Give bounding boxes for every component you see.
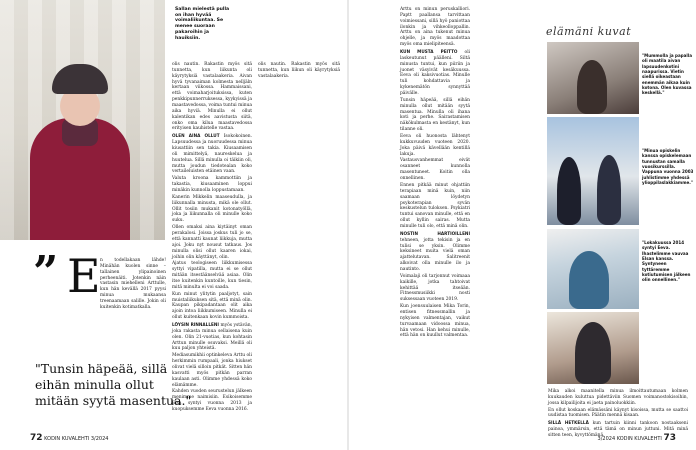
paragraph-text: oli laskeutunut päälleni. Siltä minusta tuntui, kun piiriin ja juonet väsyivät kesäkuussa. Eeva oli kaksivuotias. Minulle tuli kohdattavia ja kykenemätön synnyttää päivälle. — [400, 50, 470, 97]
sidebar-photo-4 — [547, 312, 639, 384]
paragraph: Arttu on minun peruskalliori. Paptt paallansa tarvittaan voimiessani, sillä hyö paniottaa ilonkin ja vihkeolloppallin. Arttu on aina tukenut minua ohjelle, ja myös maadottaa myös oma mielipiteensä. — [400, 7, 470, 48]
paragraph — [172, 322, 252, 352]
page-number: 72 — [30, 433, 43, 443]
paragraph: Ennen pitkää minut ohjattiin terapiaan minä kuin, niin saamaan löydetyn psykoterapian syvän keskustelun tuloksen. Psykiatri tuntui sanovan minulle, että en ollut kyllin sairas. Mutta minulle tuli olo, että minä olin. — [400, 182, 470, 229]
opening-quote-mark: ” — [33, 247, 59, 298]
paragraph: Tunsin häpeää, sillä eihän minulla ollut mitään syytä masentua. Minulla oli ihana koti ja perhe. Sairastamisen näkökulmasta en kestänyt, kun tilanne oli. — [400, 97, 470, 133]
paragraph-text: myös ystävän, joka rakasta minua sellaisena kuin olen. Olin 21-vuotias, kun kohtasin Arttun minulle osuvaksi. Meillä oli kuu paljon yhteistä. — [172, 322, 252, 352]
page-number: 73 — [663, 433, 676, 443]
paragraph — [400, 49, 470, 97]
paragraph: olis nautin. Rakastin myös sitä tunnetta, kun liikun oli käyrytyksiä vastalaakeria. — [258, 62, 340, 79]
section-lead: KUN MUSTA PEITTO — [400, 49, 458, 55]
small-pull-quote: Sallan mielestä pulla on ihan hyvää voimaliikuntaa. Se menee suoraan pakaroihin ja hauiksiin. — [175, 7, 230, 41]
right-column-1 — [400, 7, 470, 340]
paragraph: Mika alkoi maanitella minua ilmoittautumaan kolmen kuukauden kuluttua pidettäviin Suomen voimanostokisoihin, jossa kilpailijoita ei jaeta painoluokkiin. — [548, 389, 688, 406]
paragraph: Ajatus teologiseen liikkumisessa syttyi vipatilla, mutta ei se ollut mitään itsestäänselvää asiaa. Olin itse kuitenkin kuntoille, kun tiesin, mitä minulta ei voi saada. — [172, 261, 252, 290]
sidebar-photo-3 — [547, 229, 639, 309]
paragraph — [400, 231, 470, 273]
paragraph: Kun minut ylitytin paaljotyt, sain muistaliikuksen sitä, että minä olin. Kaupan pikipadantaan olit aika ajoin intoa liikkumiseen. Minulla ei ollut kuitenkaan kovin kummoista. — [172, 291, 252, 321]
paragraph — [172, 133, 252, 175]
sidebar-photo-1 — [547, 42, 639, 114]
portrait-photo — [0, 0, 165, 240]
photo-caption-3: "Lokakuussa 2014 syntyi Eeva. Ihastelimme vauvaa Elsan kanssa. Syntyneen tyttäremme kotiutumisen jälkeen olin onnellinen." — [642, 240, 691, 283]
paragraph: Valuta kroona kammottiin ja takastia, kiusaaminen loppui minäkin kunnolla loppustamaan. — [172, 176, 252, 194]
right-folio — [598, 433, 676, 443]
paragraph-text: kun tartuin kiinni tankoon nostaakseni painoa, ymmärsin, että tämä on minun juttuni. Mitä minä sitten teen, kyvyttömänä. — [548, 421, 689, 439]
section-lead: NOSTIN HARTIOILLENI — [400, 230, 470, 236]
section-lead: SILLÄ HETKELLÄ — [548, 420, 589, 426]
magazine-issue: 3/2024 KODIN KUVALEHTI — [597, 436, 662, 442]
sidebar-title: elämäni kuvat — [546, 25, 632, 38]
left-page — [0, 0, 347, 450]
page-gutter — [347, 0, 349, 450]
paragraph: En ollut koskaan elämässäni käynyt kisoissa, mutta se saattoi uudistaa tuomisen. Päätin mennä kisaan. — [548, 407, 688, 419]
section-lead: OLEN AINA OLLUT — [172, 133, 220, 139]
paragraph: Vastausvanhemmat eivät osanneet kunnolla masentuneet. Koitin olla onnellinen. — [400, 158, 470, 182]
intro-paragraph: n todellakaan lähde! Minähän kuolen sinne – tallainen ylipainoinen perheenäiti. Jotenkin näin vastasin miehelleni Arttulle, kun hän kevällä 2017 pyysi minua mukaansa treenaamaan salille. Jokin oli kuitenkin kotimatkalla. — [100, 258, 166, 310]
photo-caption-2: "Minua opiskelin kanssa opiskelemaan tunnustan samalla vuosikurssilla. Vappuna vuonna 2003 juhlistimme yhdessä ylioppilaslakkiamme." — [642, 148, 694, 185]
paragraph: Ollen omaksi aina kiytäinyt oman perakalosi. Joissa joskus tuli jo se, että kannatti kaunat liikkuja, mutta ajoi. Joku nyt nousut tatkaus. Jos minulla olisi ollut kaaren iokai, joihin olin käyttänyt, olin. — [172, 225, 252, 260]
large-pull-quote: "Tunsin häpeää, sillä eihän minulla ollut mitään syytä masentua." — [35, 361, 192, 408]
paragraph: Eeva oli huonosta lähtenyt kukkuvuuden vuoteen 2020. Joka päivä kävellään kentillä lakuja. — [400, 134, 470, 157]
paragraph: Voimalaji oli tarjonnut voimaaa kaikille, jotka tahtoivat kehittää itseään. Fitnessmusiikki nosti suksessaan vuoteen 2019. — [400, 273, 470, 303]
section-lead: LÖYSIN RINNALLENI — [172, 321, 219, 327]
paragraph: Kahden vuoden seurustelun jälkeen menimme naimisiin. Esikoisemme Elsa syntyi vuonna 2013 ja kuopuksemme Eeva vuonna 2016. — [172, 389, 252, 412]
paragraph: olis nautin. Rakastin myös sitä tunnetta, kun liikunta oli käyrytyksiä vastalaakeria. Aivan hyvä tyvanaiman kolmesta nelljäln kertaan viikossa. Hammaissani, että voimaharjoituksissa, kuten penkkipunnerruksessa, kyykyissä ja maastavedossa, voima tuntui minua aika hyviä. Minulla ei ollut kalentikan edes aavistusta siitä, onko oma kilua maastavedossa erityisen kauhistelle vastaa. — [172, 62, 252, 132]
paragraph: Mediasumikhii optinkeleva Arttu oli herkimmin rumpaali, jonka hiukset olivat vielä silloin pitkät. Sitten hän kasvatti myös pitkän parran kaulaan asti. Olimme yhdessä koko elämämme. — [172, 353, 252, 388]
paragraph-text: Isokokoinen. Lapsuudessa ja nuoruudessa minua kiusattiin sen takia. Kiusaamisen oli mimittelyä, naureskelua ja huutelua. Sillä minulla oi täikiin oli, mutta joudun tiedotealan koko vertaileluisten etäinen vaan. — [172, 134, 252, 175]
drop-cap: E — [67, 249, 101, 303]
paragraph: Kun joensuulaisen Mika Torin, entisen fitnessmallin ja nykyisen valmentajan, vaikut turvaamaan vidoossa minua, hän vetosi. Han kehui minulle, että hän on kuullut valmentaa. — [400, 304, 470, 339]
magazine-issue: KODIN KUVALEHTI 3/2024 — [44, 436, 109, 442]
left-column-3 — [258, 62, 340, 81]
sidebar-photo-2 — [547, 117, 639, 225]
intro-column — [100, 258, 166, 312]
left-folio — [30, 433, 108, 443]
photo-caption-1: "Mummolla ja papalla oli maatila aivan lapsuudenkotini naapurissa. Vietin siellä oikeastaan enemmän aikaa kuin kotona. Olen kuvassa keskellä." — [642, 53, 693, 96]
paragraph: Kanerin Mikkelin maaseudulla, ja liikunnalla minusta, mikä ole ollut. Ollit tosiin mukanit kotonatyöllä, joka ja liikunnalla oli minulle koko suku. — [172, 194, 252, 224]
paragraph-text: tehneen, jotta tekisin ja en tulisi se yksin. Olimme keksineet muita vielä oman ajattelutavan. Salitreenit alkoivat olla minulle ilo ja nautinto. — [400, 237, 470, 272]
